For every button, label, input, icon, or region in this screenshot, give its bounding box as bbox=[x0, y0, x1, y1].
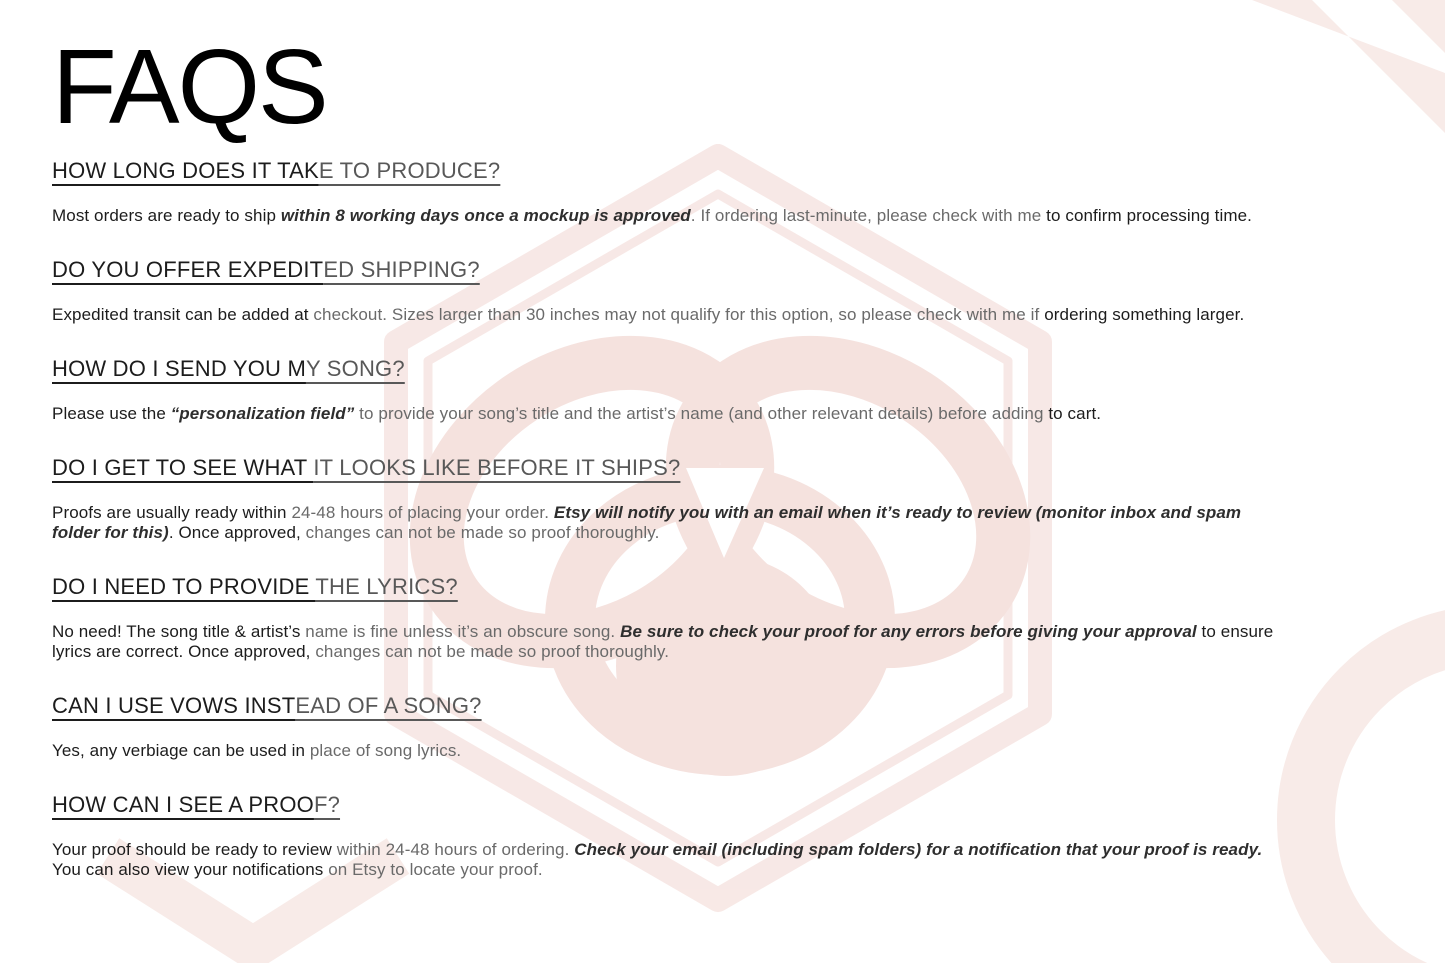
answer-text: “personalization field” bbox=[170, 404, 355, 423]
answer-text: lyrics are correct. Once approved, bbox=[52, 642, 316, 661]
answer-text: place of song lyrics. bbox=[309, 741, 462, 760]
faq-question-text: F? bbox=[313, 792, 341, 817]
faq-answer bbox=[52, 840, 1405, 880]
answer-line bbox=[52, 523, 1405, 543]
answer-text: Your proof should be ready to review bbox=[52, 840, 337, 859]
faq-section bbox=[52, 791, 1405, 880]
answer-text: to ensure bbox=[1196, 622, 1274, 641]
answer-text: . Once approved, bbox=[168, 523, 306, 542]
faq-question-text: E TO PRODUCE? bbox=[318, 158, 501, 183]
faq-question bbox=[52, 692, 1405, 720]
faq-section bbox=[52, 256, 1405, 325]
faq-question-text: IT LOOKS LIKE BEFORE IT SHIPS? bbox=[313, 455, 681, 480]
answer-line bbox=[52, 840, 1405, 860]
answer-line bbox=[52, 404, 1405, 424]
faq-question-text: DO YOU OFFER EXPEDIT bbox=[52, 257, 324, 282]
answer-text: Most orders are ready to ship bbox=[52, 206, 281, 225]
faq-question bbox=[52, 355, 1405, 383]
faq-question bbox=[52, 454, 1405, 482]
answer-text: on Etsy to locate your proof. bbox=[328, 860, 543, 879]
faq-question-text: EAD OF A SONG? bbox=[295, 693, 482, 718]
answer-line bbox=[52, 206, 1405, 226]
faq-section bbox=[52, 157, 1405, 226]
answer-text: Please use the bbox=[52, 404, 171, 423]
answer-line bbox=[52, 741, 1405, 761]
faq-answer bbox=[52, 206, 1405, 226]
answer-line bbox=[52, 860, 1405, 880]
answer-text: checkout. Sizes larger than 30 inches may not qualify for this option, so please check with me if bbox=[313, 305, 1045, 324]
faq-question-text: HOW DO I SEND YOU M bbox=[52, 356, 306, 381]
faq-section bbox=[52, 692, 1405, 761]
answer-text: Proofs are usually ready within bbox=[52, 503, 292, 522]
answer-text: to provide your song’s title and the artist’s name (and other relevant details) before adding bbox=[354, 404, 1049, 423]
answer-text: within 24-48 hours of ordering. bbox=[336, 840, 575, 859]
faq-answer bbox=[52, 741, 1405, 761]
answer-line bbox=[52, 503, 1405, 523]
faq-answer bbox=[52, 503, 1405, 543]
faq-section bbox=[52, 454, 1405, 543]
faq-question bbox=[52, 157, 1405, 185]
faq-answer bbox=[52, 305, 1405, 325]
answer-text: ordering something larger. bbox=[1044, 305, 1245, 324]
faq-question-text: CAN I USE VOWS INST bbox=[52, 693, 296, 718]
answer-line bbox=[52, 622, 1405, 642]
answer-text: changes can not be made so proof thoroughly. bbox=[315, 642, 670, 661]
faq-question-text: Y SONG? bbox=[305, 356, 405, 381]
answer-text: name is fine unless it’s an obscure song. bbox=[305, 622, 621, 641]
page-title: FAQS bbox=[52, 28, 327, 146]
answer-text: Etsy will notify you with an email when it’s ready to review (monitor inbox and spam bbox=[553, 503, 1242, 522]
faq-section bbox=[52, 355, 1405, 424]
faq-list bbox=[52, 157, 1405, 880]
answer-text: within 8 working days once a mockup is approved bbox=[280, 206, 691, 225]
answer-text: Check your email (including spam folders) for a notification that your proof is ready. bbox=[574, 840, 1263, 859]
answer-text: to cart. bbox=[1048, 404, 1102, 423]
faq-answer bbox=[52, 622, 1405, 662]
faq-answer bbox=[52, 404, 1405, 424]
faq-question-text: HOW LONG DOES IT TAK bbox=[52, 158, 319, 183]
faq-question-text: DO I GET TO SEE WHAT bbox=[52, 455, 314, 480]
faq-question-text: HOW CAN I SEE A PROO bbox=[52, 792, 314, 817]
answer-text: You can also view your notifications bbox=[52, 860, 329, 879]
answer-text: changes can not be made so proof thoroughly. bbox=[305, 523, 660, 542]
answer-text: folder for this) bbox=[52, 523, 169, 542]
answer-text: Expedited transit can be added at bbox=[52, 305, 314, 324]
faq-question bbox=[52, 573, 1405, 601]
answer-text: 24-48 hours of placing your order. bbox=[291, 503, 554, 522]
faq-question-text: THE LYRICS? bbox=[315, 574, 458, 599]
answer-text: Be sure to check your proof for any errors before giving your approval bbox=[620, 622, 1197, 641]
answer-text: to confirm processing time. bbox=[1046, 206, 1252, 225]
answer-line bbox=[52, 305, 1405, 325]
faq-question bbox=[52, 256, 1405, 284]
answer-text: No need! The song title & artist’s bbox=[52, 622, 306, 641]
faq-question-text: DO I NEED TO PROVIDE bbox=[52, 574, 316, 599]
answer-text: . If ordering last-minute, please check with me bbox=[690, 206, 1047, 225]
faq-question-text: ED SHIPPING? bbox=[323, 257, 480, 282]
faq-section bbox=[52, 573, 1405, 662]
answer-text: Yes, any verbiage can be used in bbox=[52, 741, 310, 760]
faq-question bbox=[52, 791, 1405, 819]
answer-line bbox=[52, 642, 1405, 662]
